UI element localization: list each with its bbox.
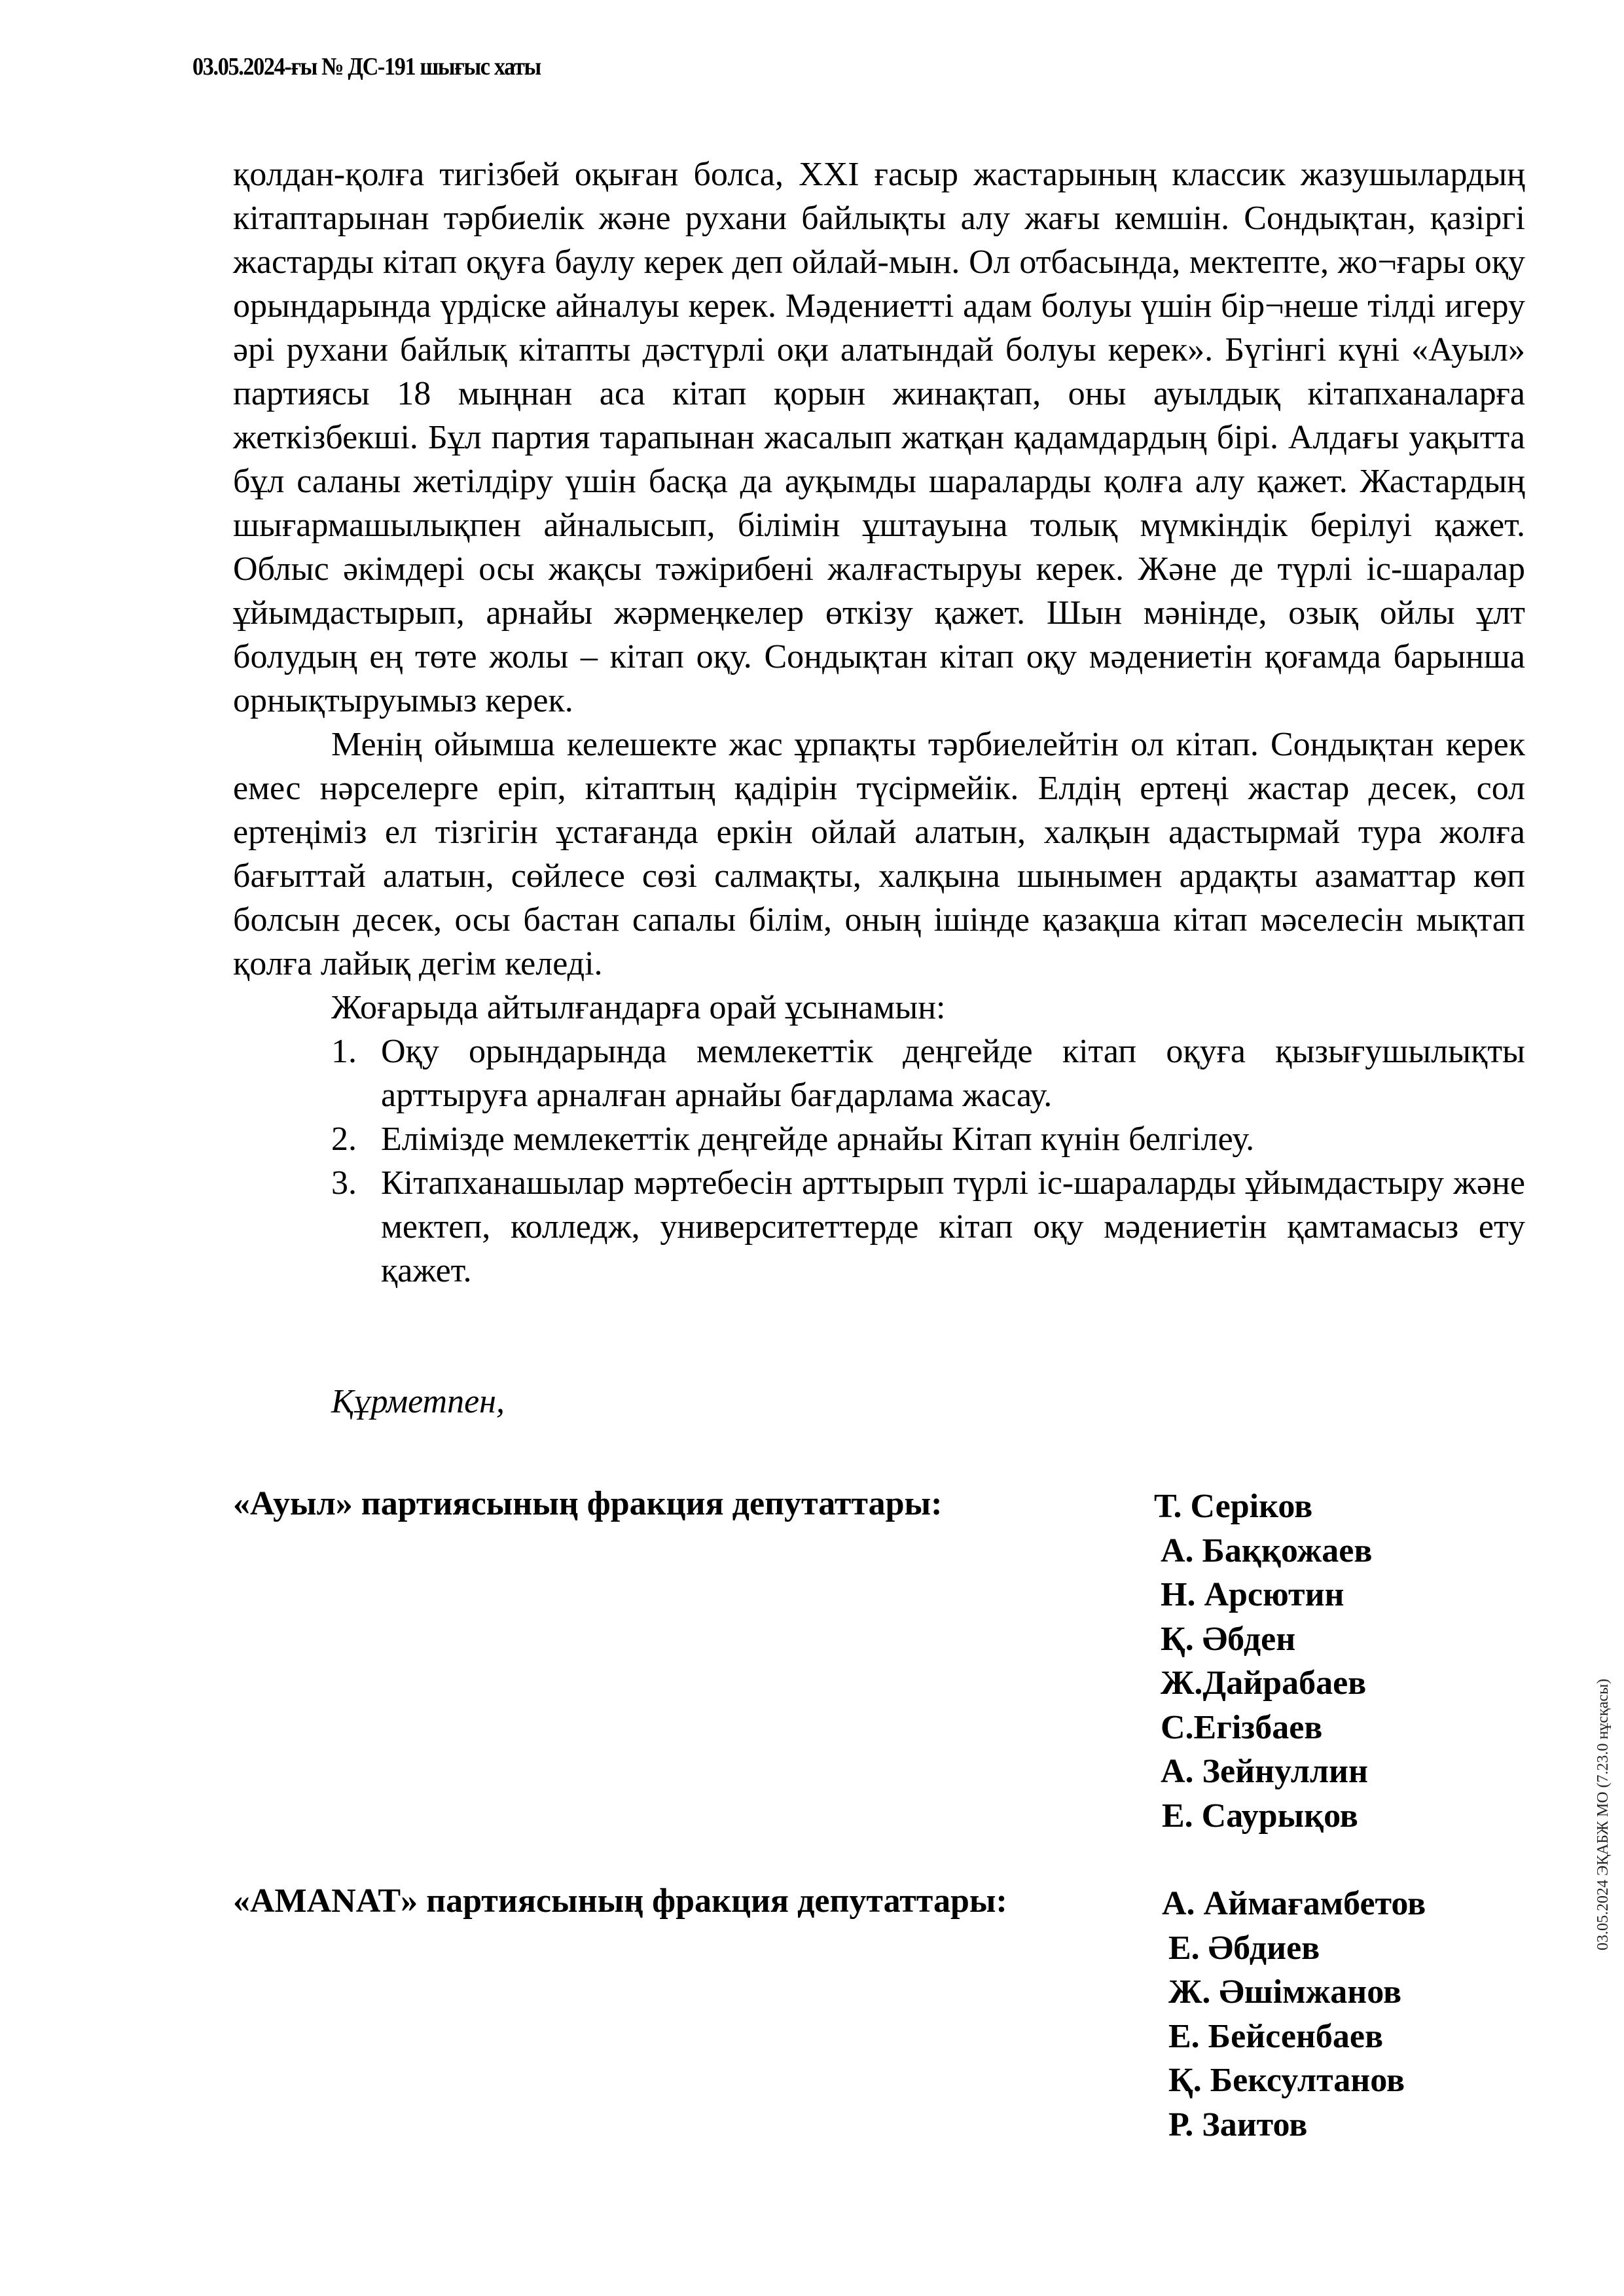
proposal-number: 3.: [331, 1164, 357, 1202]
deputy-name: Ж.Дайрабаев: [1161, 1664, 1367, 1702]
proposal-number: 1.: [331, 1033, 357, 1070]
faction-label-auyl: «Ауыл» партиясының фракция депутаттары:: [233, 1485, 943, 1522]
deputy-name: Қ. Әбден: [1161, 1620, 1296, 1658]
deputy-name: Т. Серіков: [1154, 1488, 1313, 1525]
closing-salutation: Құрметпен,: [331, 1383, 505, 1420]
letter-body: [233, 152, 1525, 1293]
proposal-item: [233, 1161, 1525, 1293]
proposals-list: [233, 1030, 1525, 1293]
proposal-text: Кітапханашылар мәртебесін арттырып түрлі іс-шараларды ұйымдастыру және мектеп, колледж, университеттерде кітап оқу мәдениетін қамтамасыз ету қажет.: [381, 1164, 1525, 1289]
proposal-text: Оқу орындарында мемлекеттік деңгейде кітап оқуға қызығушылықты арттыруға арналған арнайы бағдарлама жасау.: [381, 1033, 1525, 1114]
deputy-name: С.Егізбаев: [1161, 1708, 1323, 1746]
deputy-name: Н. Арсютин: [1161, 1576, 1344, 1613]
proposal-item: [233, 1117, 1525, 1161]
deputy-name: Ж. Әшімжанов: [1168, 1973, 1402, 2011]
registration-header: 03.05.2024-ғы № ДС-191 шығыс хаты: [192, 53, 541, 81]
deputy-list-auyl: [1154, 1484, 1372, 1838]
deputy-name: А. Зейнуллин: [1161, 1753, 1368, 1790]
paragraph-1: қолдан-қолға тигізбей оқыған болса, XXI ғасыр жастарының классик жазушылардың кітаптарынан тәрбиелік және рухани байлықты алу жағы кемшін. Сондықтан, қазіргі жастарды кітап оқуға баулу керек деп ойлай-мын. Ол отбасында, мектепте, жо¬ғары оқу орындарында үрдіске айналуы керек. Мәдениетті адам болуы үшін бір¬неше тілді игеру әрі рухани байлық кітапты дәстүрлі оқи алатындай болуы керек». Бүгінгі күні «Ауыл» партиясы 18 мыңнан аса кітап қорын жинақтап, оны ауылдық кітапханаларға жеткізбекші. Бұл партия тарапынан жасалып жатқан қадамдардың бірі. Алдағы уақытта бұл саланы жетілдіру үшін басқа да ауқымды шараларды қолға алу қажет. Жастардың шығармашылықпен айналысып, білімін ұштауына толық мүмкіндік берілуі қажет. Облыс әкімдері осы жақсы тәжірибені жалғастыруы керек. Және де түрлі іс-шаралар ұйымдастырып, арнайы жәрмеңкелер өткізу қажет. Шын мәнінде, озық ойлы ұлт болудың ең төте жолы – кітап оқу. Сондықтан кітап оқу мәдениетін қоғамда барынша орнықтыруымыз керек.: [233, 156, 1525, 719]
proposal-number: 2.: [331, 1121, 357, 1158]
deputy-name: А. Аймағамбетов: [1162, 1885, 1426, 1922]
proposal-item: [233, 1030, 1525, 1117]
proposals-intro: Жоғарыда айтылғандарға орай ұсынамын:: [331, 989, 946, 1026]
deputy-name: Р. Заитов: [1168, 2106, 1308, 2144]
electronic-registration-stamp: 03.05.2024 ЭҚАБЖ МО (7.23.0 нұсқасы): [1595, 1678, 1612, 1950]
paragraph-2: Менің ойымша келешекте жас ұрпақты тәрбиелейтін ол кітап. Сондықтан керек емес нәрселерге еріп, кітаптың қадірін түсірмейік. Елдің ертеңі жастар десек, сол ертеңіміз ел тізгігін ұстағанда еркін ойлай алатын, халқын адастырмай тура жолға бағыттай алатын, сөйлесе сөзі салмақты, халқына шынымен ардақты азаматтар көп болсын десек, осы бастан сапалы білім, оның ішінде қазақша кітап мәселесін мықтап қолға лайық дегім келеді.: [233, 726, 1525, 982]
deputy-list-amanat: [1162, 1882, 1426, 2147]
faction-label-amanat: «AMANAT» партиясының фракция депутаттары:: [233, 1882, 1007, 1920]
deputy-name: А. Баққожаев: [1161, 1532, 1373, 1570]
deputy-name: Е. Саурықов: [1162, 1797, 1358, 1835]
deputy-name: Е. Әбдиев: [1168, 1929, 1320, 1967]
deputy-name: Е. Бейсенбаев: [1168, 2017, 1384, 2055]
deputy-name: Қ. Бексултанов: [1168, 2062, 1405, 2099]
proposal-text: Елімізде мемлекеттік деңгейде арнайы Кітап күнін белгілеу.: [381, 1121, 1255, 1158]
